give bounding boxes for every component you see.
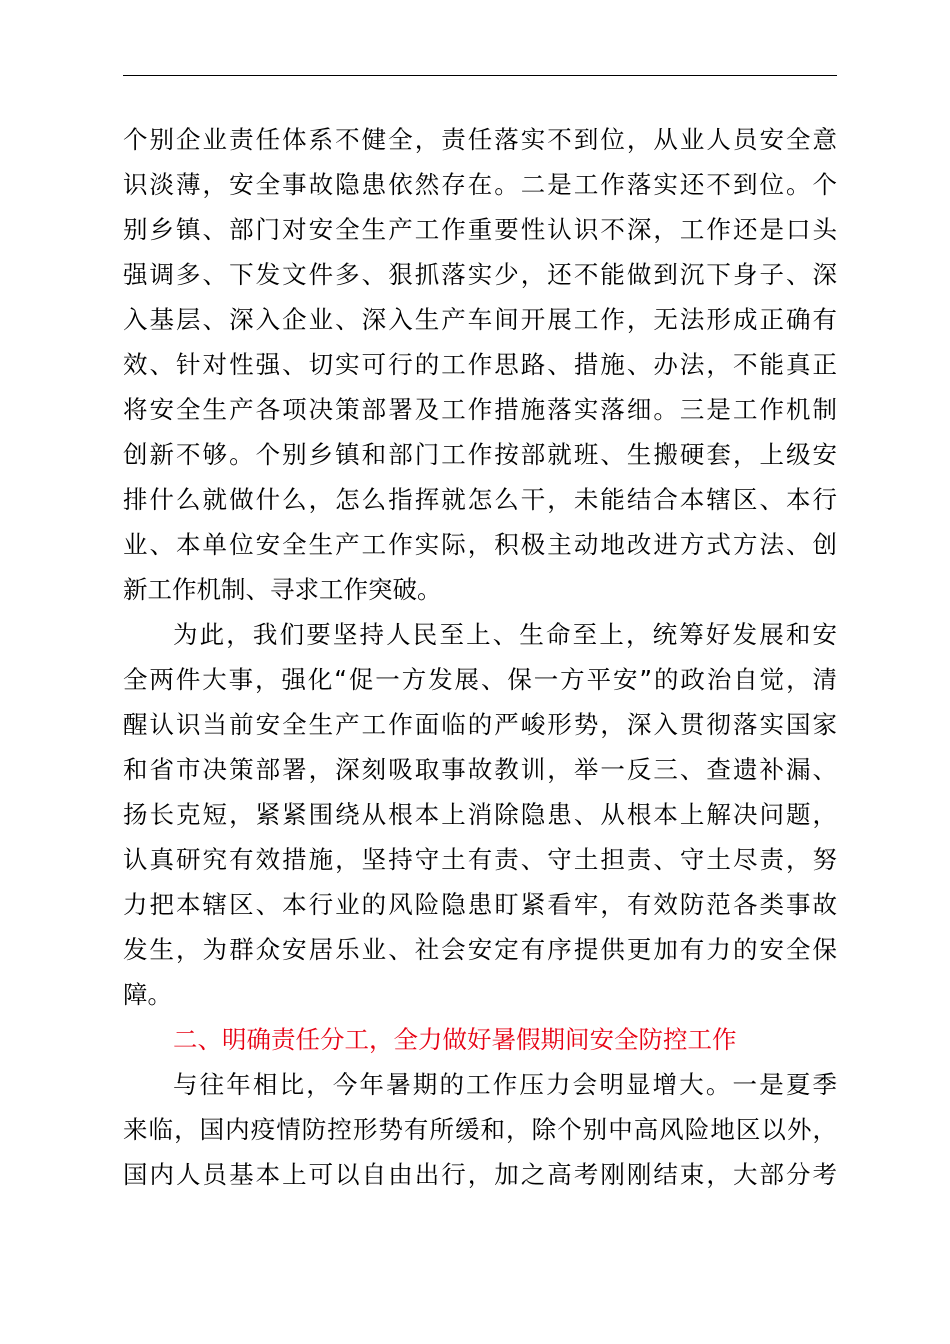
paragraph-line: 国内人员基本上可以自由出行，加之高考刚刚结束，大部分考 bbox=[123, 1160, 837, 1189]
paragraph-line: 新工作机制、寻求工作突破。 bbox=[123, 575, 442, 604]
paragraph-line: 个别企业责任体系不健全，责任落实不到位，从业人员安全意 bbox=[123, 125, 837, 154]
paragraph-line: 业、本单位安全生产工作实际，积极主动地改进方式方法、创 bbox=[123, 530, 837, 559]
paragraph-line: 醒认识当前安全生产工作面临的严峻形势，深入贯彻落实国家 bbox=[123, 710, 837, 739]
paragraph-line: 扬长克短，紧紧围绕从根本上消除隐患、从根本上解决问题， bbox=[123, 800, 837, 829]
paragraph-line: 和省市决策部署，深刻吸取事故教训，举一反三、查遗补漏、 bbox=[123, 755, 837, 784]
paragraph-line: 来临，国内疫情防控形势有所缓和，除个别中高风险地区以外， bbox=[123, 1115, 837, 1144]
paragraph-line: 发生，为群众安居乐业、社会安定有序提供更加有力的安全保 bbox=[123, 935, 837, 964]
paragraph-line: 障。 bbox=[123, 980, 172, 1009]
paragraph-line: 创新不够。个别乡镇和部门工作按部就班、生搬硬套，上级安 bbox=[123, 440, 837, 469]
paragraph-line: 与往年相比，今年暑期的工作压力会明显增大。一是夏季 bbox=[173, 1070, 837, 1099]
paragraph-line: 排什么就做什么，怎么指挥就怎么干，未能结合本辖区、本行 bbox=[123, 485, 837, 514]
paragraph-line: 为此，我们要坚持人民至上、生命至上，统筹好发展和安 bbox=[173, 620, 837, 649]
paragraph-line: 强调多、下发文件多、狠抓落实少，还不能做到沉下身子、深 bbox=[123, 260, 837, 289]
header-rule bbox=[123, 75, 837, 76]
paragraph-line: 效、针对性强、切实可行的工作思路、措施、办法，不能真正 bbox=[123, 350, 837, 379]
paragraph-line: 全两件大事，强化“促一方发展、保一方平安”的政治自觉，清 bbox=[123, 665, 837, 694]
section-heading: 二、明确责任分工，全力做好暑假期间安全防控工作 bbox=[173, 1025, 737, 1054]
paragraph-line: 识淡薄，安全事故隐患依然存在。二是工作落实还不到位。个 bbox=[123, 170, 837, 199]
paragraph-line: 入基层、深入企业、深入生产车间开展工作，无法形成正确有 bbox=[123, 305, 837, 334]
document-body bbox=[123, 117, 837, 1197]
paragraph-line: 将安全生产各项决策部署及工作措施落实落细。三是工作机制 bbox=[123, 395, 837, 424]
paragraph-line: 别乡镇、部门对安全生产工作重要性认识不深，工作还是口头 bbox=[123, 215, 837, 244]
paragraph-line: 力把本辖区、本行业的风险隐患盯紧看牢，有效防范各类事故 bbox=[123, 890, 837, 919]
paragraph-line: 认真研究有效措施，坚持守土有责、守土担责、守土尽责，努 bbox=[123, 845, 837, 874]
